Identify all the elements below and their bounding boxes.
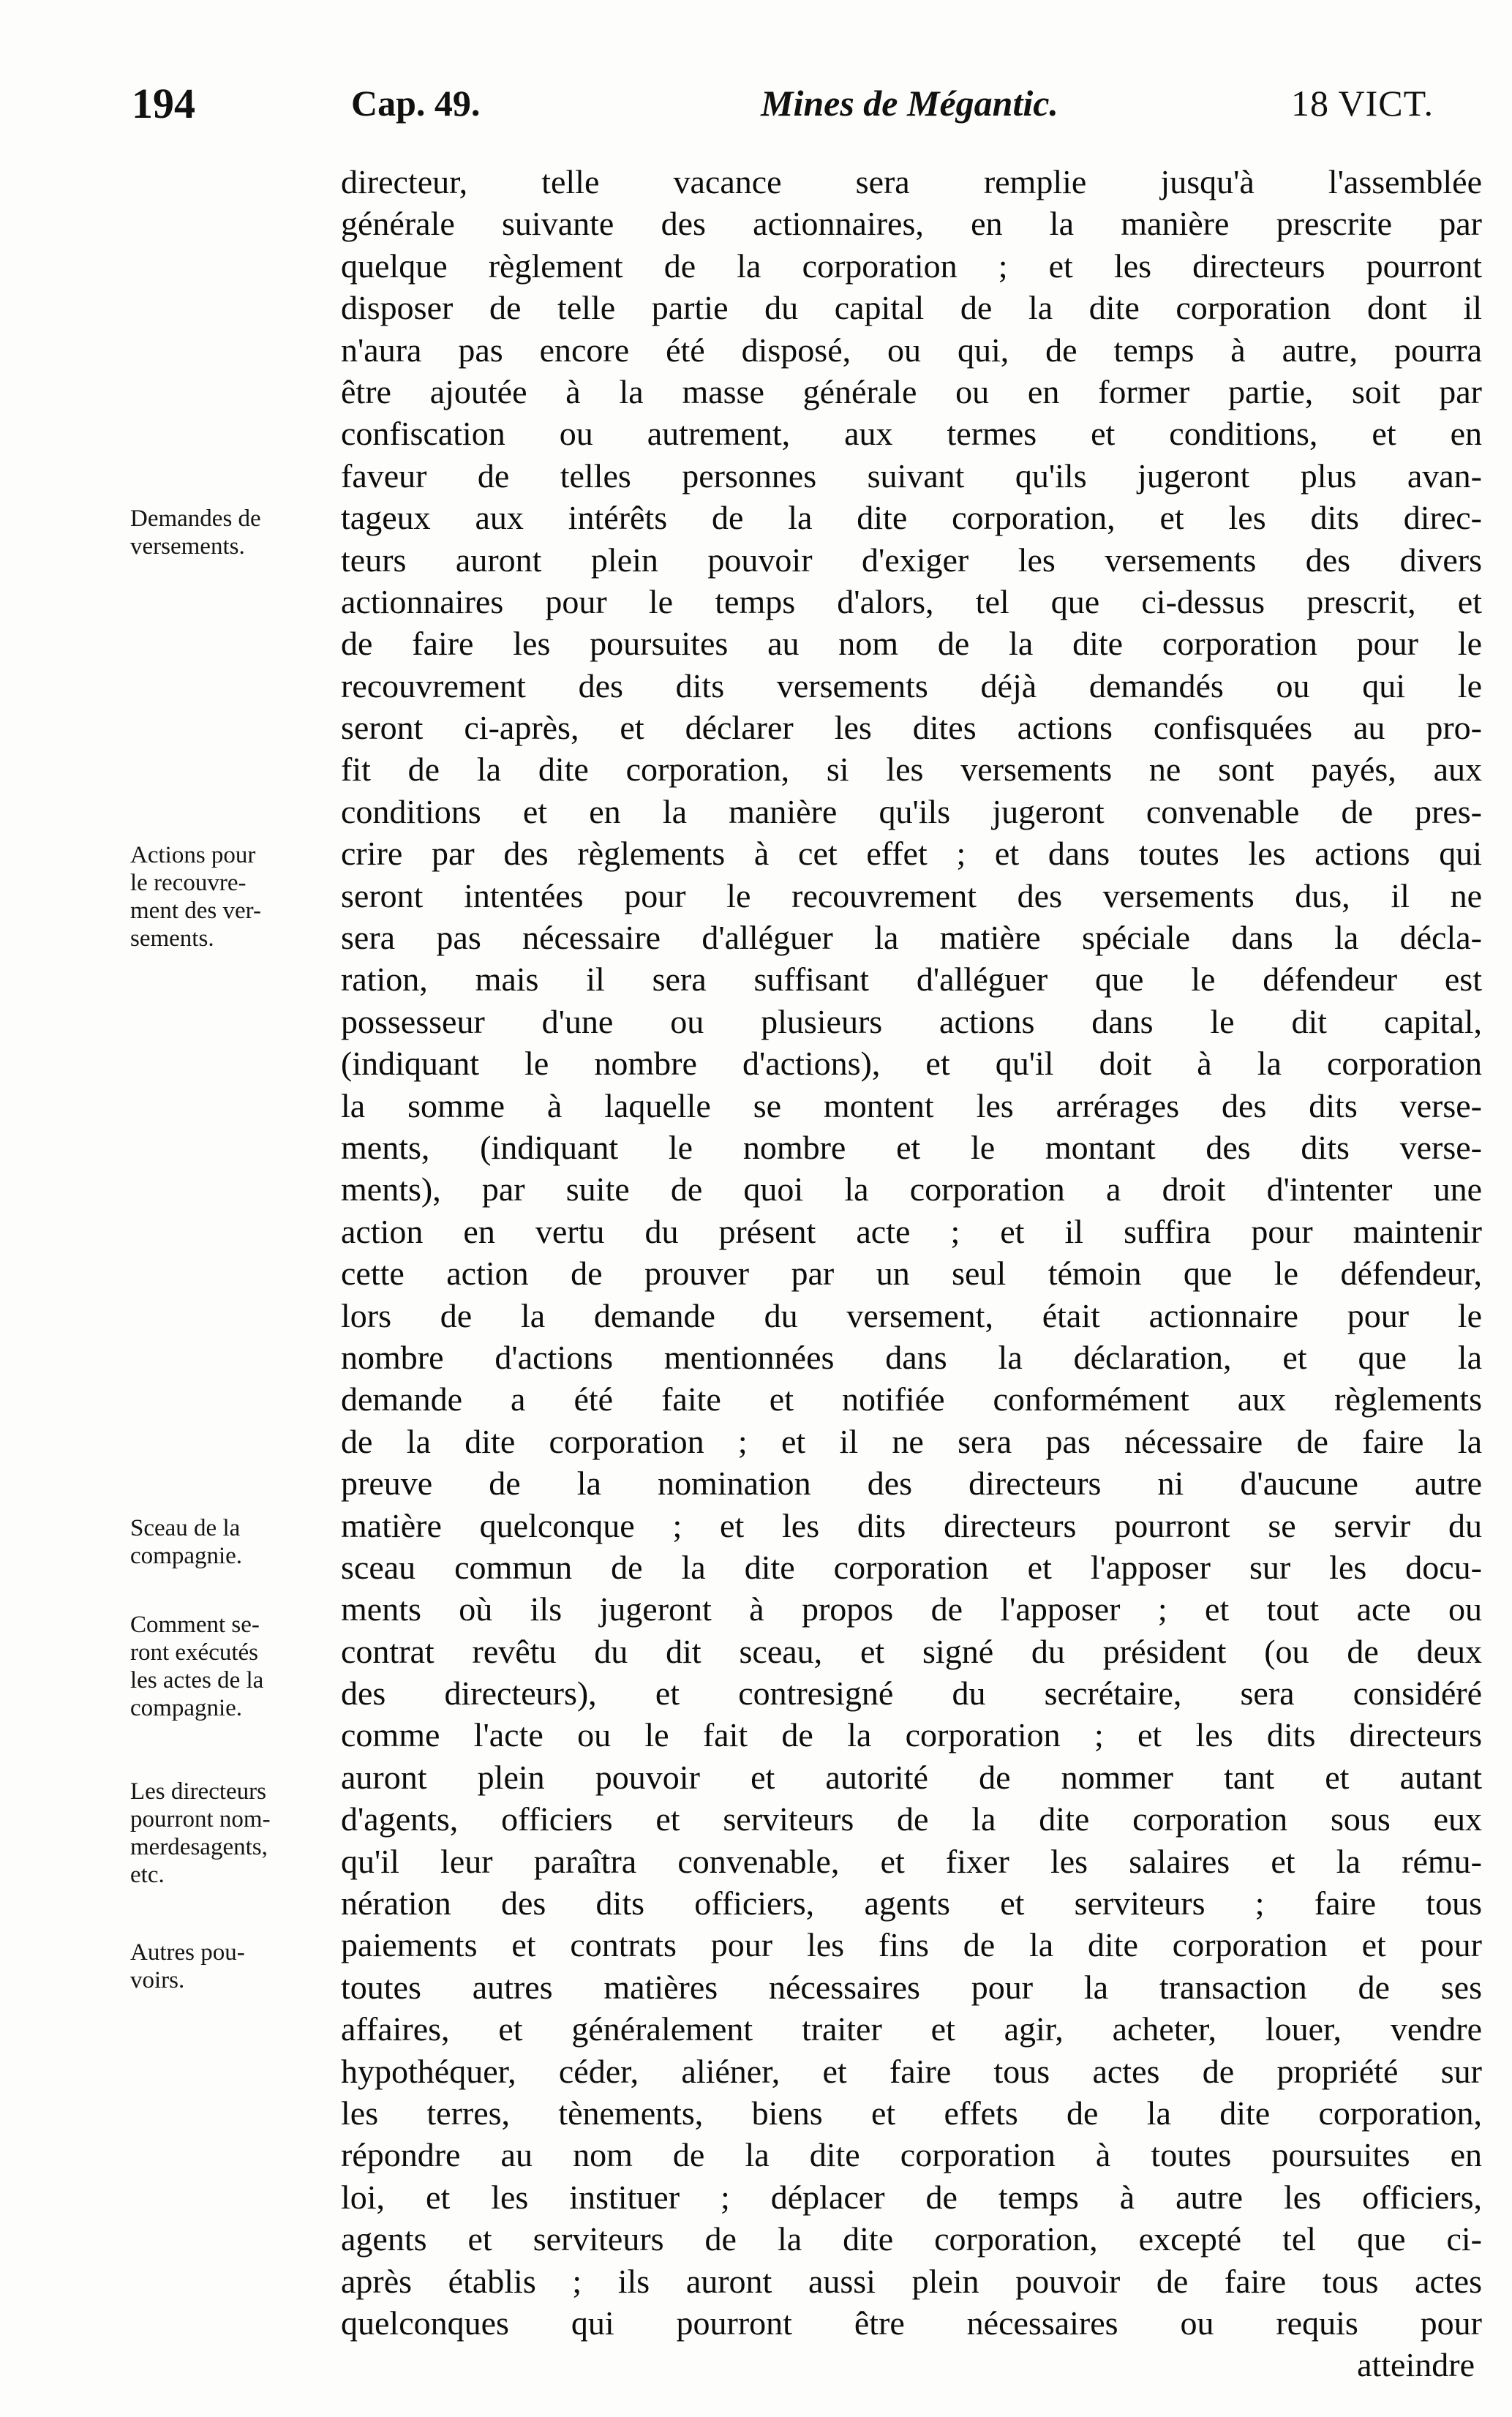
text-line: après établis ; ils auront aussi plein pouvoir de faire tous actes	[341, 2262, 1482, 2300]
text-line: les terres, tènements, biens et effets de la dite corporation,	[341, 2094, 1482, 2132]
text-line: ments, (indiquant le nombre et le montant des dits verse-	[341, 1128, 1482, 1166]
margin-note-comment: Comment se- ront exécutés les actes de la compagnie.	[130, 1612, 264, 1721]
text-line: action en vertu du présent acte ; et il suffira pour maintenir	[341, 1212, 1482, 1250]
text-line: sceau commun de la dite corporation et l'apposer sur les docu-	[341, 1548, 1482, 1586]
text-line: ments), par suite de quoi la corporation a droit d'intenter une	[341, 1170, 1482, 1208]
text-line: de la dite corporation ; et il ne sera pas nécessaire de faire la	[341, 1422, 1482, 1460]
text-line: seront intentées pour le recouvrement des versements dus, il ne	[341, 876, 1482, 914]
text-line: paiements et contrats pour les fins de la dite corporation et pour	[341, 1926, 1482, 1964]
text-line: faveur de telles personnes suivant qu'ils jugeront plus avan-	[341, 456, 1482, 495]
text-line: hypothéquer, céder, aliéner, et faire tous actes de propriété sur	[341, 2052, 1482, 2090]
text-line: auront plein pouvoir et autorité de nommer tant et autant	[341, 1758, 1482, 1796]
text-line: quelconques qui pourront être nécessaires ou requis pour	[341, 2304, 1482, 2342]
text-line: crire par des règlements à cet effet ; et dans toutes les actions qui	[341, 835, 1482, 873]
body-text	[341, 161, 1482, 2386]
text-line: matière quelconque ; et les dits directeurs pourront se servir du	[341, 1506, 1482, 1544]
text-line: tageux aux intérêts de la dite corporation, et les dits direc-	[341, 499, 1482, 537]
margin-note-demandes: Demandes de versements.	[130, 505, 261, 560]
text-line: fit de la dite corporation, si les versements ne sont payés, aux	[341, 751, 1482, 789]
regnal-year: 18 VICT.	[1290, 83, 1434, 124]
running-title: Mines de Mégantic.	[761, 83, 1058, 124]
text-line: preuve de la nomination des directeurs ni d'aucune autre	[341, 1465, 1482, 1503]
text-line: ration, mais il sera suffisant d'alléguer que le défendeur est	[341, 961, 1482, 999]
text-line: comme l'acte ou le fait de la corporation ; et les dits directeurs	[341, 1716, 1482, 1754]
text-line: lors de la demande du versement, était actionnaire pour le	[341, 1296, 1482, 1334]
margin-note-directeurs: Les directeurs pourront nom- merdesagents, etc.	[130, 1778, 271, 1888]
text-line: de faire les poursuites au nom de la dite corporation pour le	[341, 625, 1482, 663]
page-number: 194	[132, 80, 195, 127]
text-line: quelque règlement de la corporation ; et les directeurs pourront	[341, 247, 1482, 285]
text-line: ments où ils jugeront à propos de l'apposer ; et tout acte ou	[341, 1590, 1482, 1628]
text-line: nombre d'actions mentionnées dans la déclaration, et que la	[341, 1338, 1482, 1376]
margin-note-autres: Autres pou- voirs.	[130, 1939, 245, 1993]
catchword: atteindre	[1357, 2346, 1475, 2384]
text-line: sera pas nécessaire d'alléguer la matière spéciale dans la décla-	[341, 919, 1482, 957]
text-line: disposer de telle partie du capital de la dite corporation dont il	[341, 289, 1482, 327]
text-line: cette action de prouver par un seul témoin que le défendeur,	[341, 1255, 1482, 1293]
text-line: toutes autres matières nécessaires pour la transaction de ses	[341, 1968, 1482, 2006]
text-line: n'aura pas encore été disposé, ou qui, de temps à autre, pourra	[341, 331, 1482, 369]
text-line: demande a été faite et notifiée conformément aux règlements	[341, 1380, 1482, 1418]
text-line: actionnaires pour le temps d'alors, tel que ci-dessus prescrit, et	[341, 582, 1482, 620]
text-line: (indiquant le nombre d'actions), et qu'il doit à la corporation	[341, 1045, 1482, 1083]
text-line: seront ci-après, et déclarer les dites actions confisquées au pro-	[341, 709, 1482, 747]
text-line: nération des dits officiers, agents et serviteurs ; faire tous	[341, 1884, 1482, 1922]
chapter-label: Cap. 49.	[351, 83, 481, 124]
running-header	[132, 79, 1463, 130]
text-line: qu'il leur paraîtra convenable, et fixer les salaires et la rému-	[341, 1842, 1482, 1880]
text-line: contrat revêtu du dit sceau, et signé du président (ou de deux	[341, 1632, 1482, 1670]
text-line: la somme à laquelle se montent les arrérages des dits verse-	[341, 1086, 1482, 1124]
margin-note-actions: Actions pour le recouvre- ment des ver- sements.	[130, 842, 261, 952]
margin-note-sceau: Sceau de la compagnie.	[130, 1515, 243, 1569]
text-line: des directeurs), et contresigné du secrétaire, sera considéré	[341, 1674, 1482, 1713]
text-line: directeur, telle vacance sera remplie jusqu'à l'assemblée	[341, 163, 1482, 200]
text-line: agents et serviteurs de la dite corporation, excepté tel que ci-	[341, 2220, 1482, 2258]
text-line: répondre au nom de la dite corporation à toutes poursuites en	[341, 2136, 1482, 2174]
text-line: possesseur d'une ou plusieurs actions dans le dit capital,	[341, 1002, 1482, 1040]
text-line: d'agents, officiers et serviteurs de la dite corporation sous eux	[341, 1800, 1482, 1838]
text-line: teurs auront plein pouvoir d'exiger les versements des divers	[341, 541, 1482, 579]
text-line: loi, et les instituer ; déplacer de temps à autre les officiers,	[341, 2178, 1482, 2216]
text-line: être ajoutée à la masse générale ou en former partie, soit par	[341, 372, 1482, 410]
text-line: générale suivante des actionnaires, en la manière prescrite par	[341, 205, 1482, 243]
text-line: conditions et en la manière qu'ils jugeront convenable de pres-	[341, 792, 1482, 830]
text-line: confiscation ou autrement, aux termes et conditions, et en	[341, 415, 1482, 453]
text-line: recouvrement des dits versements déjà demandés ou qui le	[341, 666, 1482, 704]
text-line: affaires, et généralement traiter et agir, acheter, louer, vendre	[341, 2010, 1482, 2048]
